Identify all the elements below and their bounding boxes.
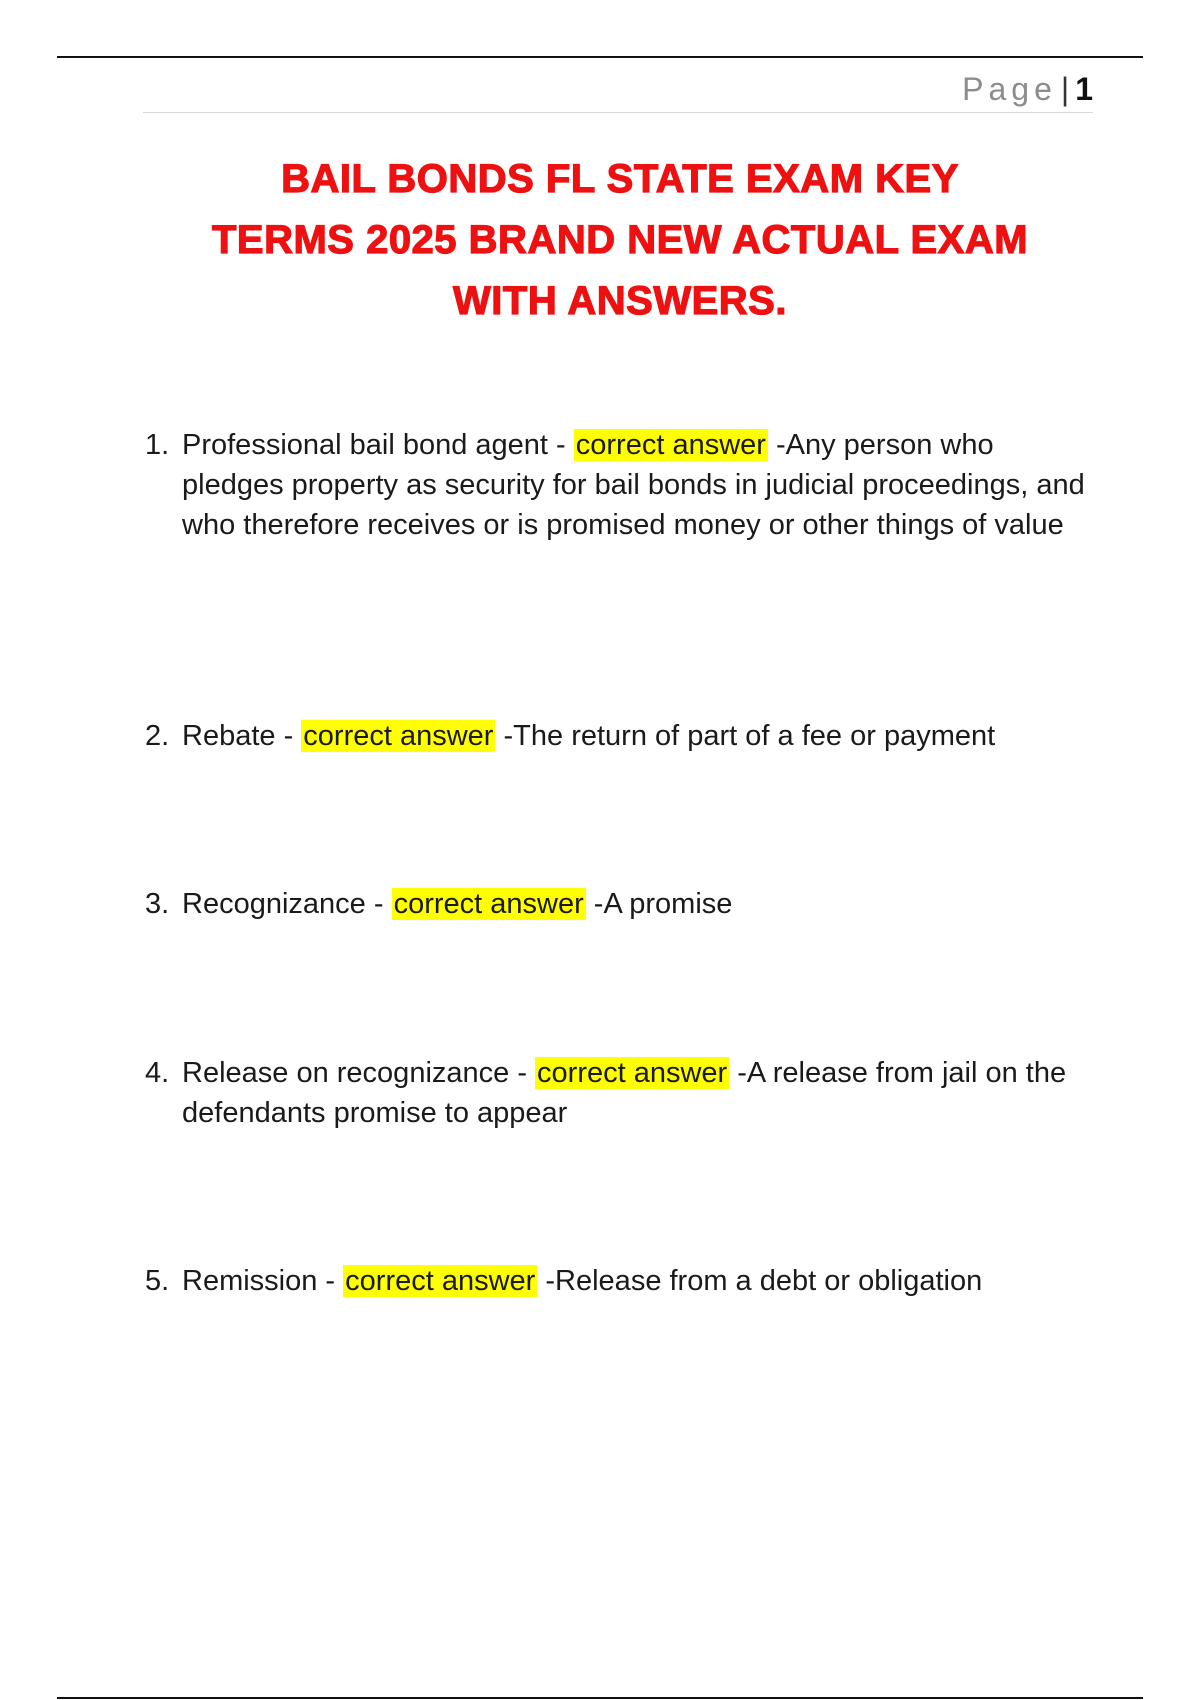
item-number: 1. — [145, 429, 170, 461]
item-text — [182, 716, 1095, 756]
list-item — [145, 716, 1095, 756]
item-term: Recognizance - — [182, 888, 392, 920]
item-answer: -A promise — [585, 888, 733, 920]
bottom-rule — [57, 1697, 1143, 1699]
item-text — [182, 884, 1095, 924]
title-line-1: BAIL BONDS FL STATE EXAM KEY — [281, 157, 959, 201]
list-item — [145, 1053, 1095, 1133]
item-term: Remission - — [182, 1265, 344, 1297]
list-item — [145, 425, 1095, 545]
item-number: 4. — [145, 1057, 170, 1089]
item-number: 2. — [145, 720, 170, 752]
document-title — [130, 149, 1110, 332]
list-item — [145, 884, 1095, 924]
item-text — [182, 1053, 1095, 1133]
page-label: Page — [962, 71, 1057, 107]
item-term: Rebate - — [182, 720, 302, 752]
item-answer: -Release from a debt or obligation — [537, 1265, 983, 1297]
list-item — [145, 1261, 1095, 1301]
item-text — [182, 1261, 1095, 1301]
answer-highlight: correct answer — [393, 888, 584, 920]
title-line-3: WITH ANSWERS. — [453, 279, 787, 323]
item-term: Professional bail bond agent - — [182, 429, 574, 461]
item-text — [182, 425, 1095, 545]
answer-highlight: correct answer — [303, 720, 494, 752]
item-answer: -A release from jail on the defendants promise to appear — [182, 1057, 1067, 1129]
answer-highlight: correct answer — [575, 429, 766, 461]
item-number: 5. — [145, 1265, 170, 1297]
item-term: Release on recognizance - — [182, 1057, 536, 1089]
answer-highlight: correct answer — [537, 1057, 728, 1089]
top-rule — [57, 56, 1143, 58]
item-answer: -Any person who pledges property as security for bail bonds in judicial proceedings, and who therefore receives or is promised money or other things of value — [182, 429, 1085, 541]
page-separator: | — [1060, 71, 1070, 107]
page-header — [143, 66, 1093, 113]
page-number: 1 — [1075, 71, 1093, 107]
item-answer: -The return of part of a fee or payment — [495, 720, 996, 752]
answer-highlight: correct answer — [345, 1265, 536, 1297]
item-number: 3. — [145, 888, 170, 920]
title-line-2: TERMS 2025 BRAND NEW ACTUAL EXAM — [211, 218, 1029, 262]
